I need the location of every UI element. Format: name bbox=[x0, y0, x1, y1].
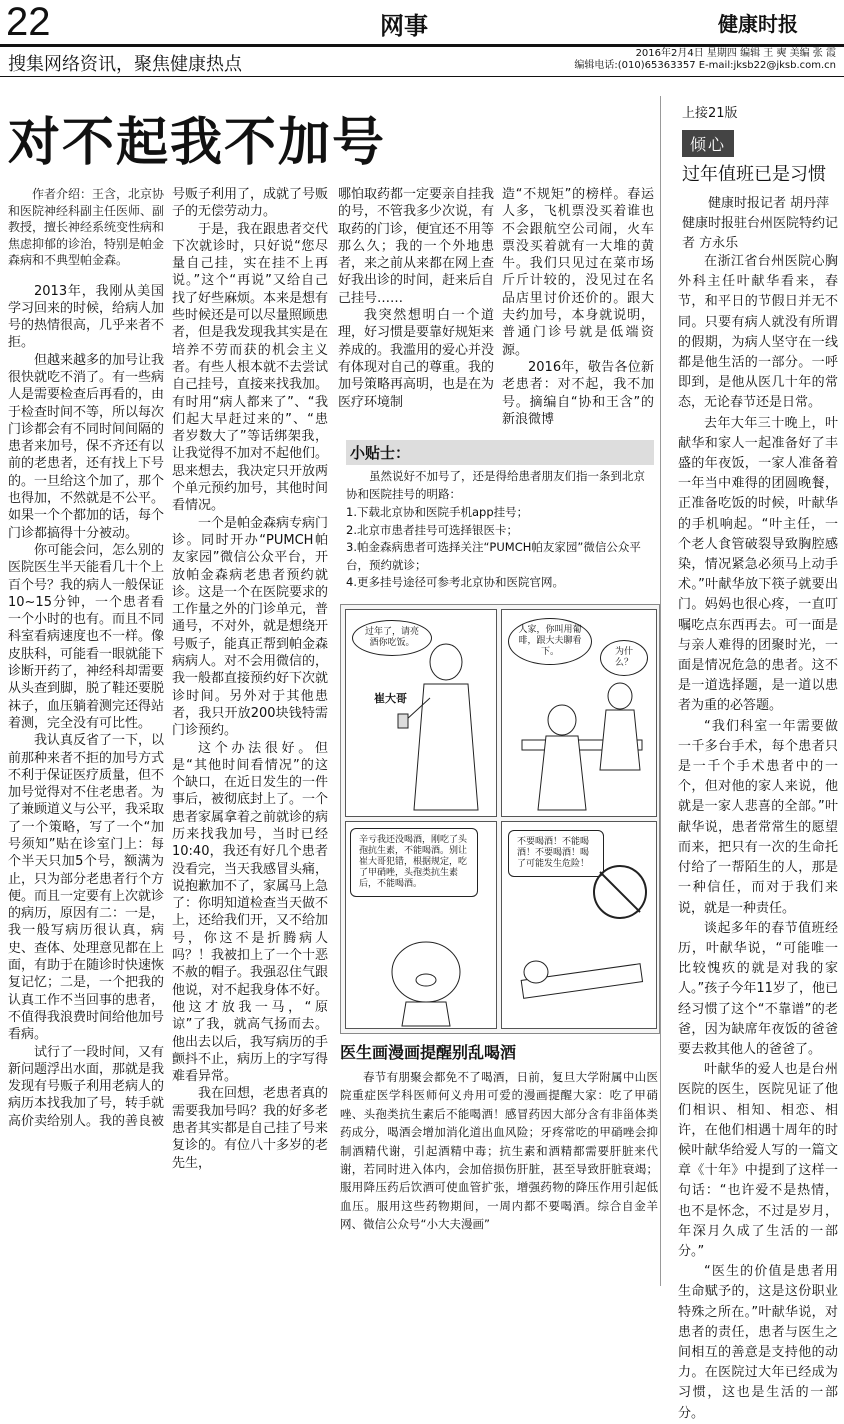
sidebar-article bbox=[678, 252, 838, 1421]
edition-meta bbox=[574, 48, 836, 72]
article-paragraph: 一个是帕金森病专病门诊。同时开办“PUMCH帕友家园”微信公众平台，开放帕金森病老患者预约就诊。这是一个在医院要求的工作量之外的门诊单元，普通号，不对外，就是想绕开号贩子，能真正帮到帕金森病病人。对不会用微信的，我一般都直接预约好下次就诊时间。另外对于其他患者，我只开放200块钱特需门诊预约。 bbox=[172, 515, 329, 739]
column-divider bbox=[660, 96, 661, 1286]
article-paragraph: 你可能会问，怎么别的医院医生半天能看几十个上百个号？我的病人一般保证10~15分钟，一个患者看一个小时的也有。而且不同科室看病速度也不一样。像皮肤科，可能看一眼就能下诊断开药了，神经科却需要从头查到脚，脱了鞋还要脱袜子，血压躺着测完还得站着测，完全没有可比性。 bbox=[8, 542, 165, 731]
author-intro: 作者介绍：王含，北京协和医院神经科副主任医师、副教授，擅长神经系统变性病和焦虑抑郁的诊治，特别是帕金森病和不典型帕金森。 bbox=[8, 187, 165, 267]
comic-strip bbox=[340, 604, 660, 1034]
article-paragraph: 但越来越多的加号让我很快就吃不消了。有一些病人是需要检查后再看的，由于检查时间不等，所以每次门诊都会有不同时间间隔的患者来加号，保不齐还有以前的老患者，还有找上下号的。一旦给这个加了，那个也得加，不然就是不公平。如果一个个都加的话，每个门诊都搞得十分被动。 bbox=[8, 352, 165, 541]
sidebar-paragraph: 在浙江省台州医院心胸外科主任叶献华看来，春节，和平日的节假日并无不同。只要有病人就没有所谓的假期，为病人坚守在一线都是他生活的一部分。一呼即到，是他从医几十年的常态，无论春节还是日常。 bbox=[678, 254, 838, 411]
section-tagline: 搜集网络资讯，聚焦健康热点 bbox=[8, 54, 242, 75]
tips-intro: 虽然说好不加号了，还是得给患者朋友们指一条到北京协和医院挂号的明路： bbox=[346, 469, 645, 501]
tips-item: 3.帕金森病患者可选择关注“PUMCH帕友家园”微信公众平台，预约就诊； bbox=[346, 540, 641, 572]
article-paragraph: 于是，我在跟患者交代下次就诊时，只好说“您尽量自己挂，实在挂不上再说。”这个“再说”又给自己找了好些麻烦。本来是想有些时候还是可以尽量照顾患者，但是我发现我其实是在培养不劳而获的机会主义者。有些人根本就不去尝试自己挂号，直接来找我加。有时用“病人都来了”、“我们起大早赶过来的”、“患者岁数大了”等话绑架我，让我觉得不加对不起他们。思来想去，我决定只开放两个单元预约加号，其他时间看情况。 bbox=[172, 221, 329, 514]
character-label: 崔大哥 bbox=[374, 692, 407, 705]
tips-item: 2.北京市患者挂号可选择银医卡； bbox=[346, 522, 518, 537]
date-editor-line: 2016年2月4日 星期四 编辑 王 奭 美编 张 霞 bbox=[635, 48, 836, 59]
sidebar-paragraph: 去年大年三十晚上，叶献华和家人一起准备好了丰盛的年夜饭，一家人准备着一年当中难得的团圆晚餐，正准备吃饭的时候，叶献华的手机响起。“叶主任，一个老人食管破裂导致胸腔感染，情况紧急必须马上动手术。”叶献华放下筷子就要出门。妈妈也很心疼，一直叮嘱吃点东西再去。可一面是与亲人难得的团聚时光，一面是情况危急的患者。这不是一道选择题，是一道以患者为重的必答题。 bbox=[678, 415, 838, 714]
sidebar-paragraph: “我们科室一年需要做一千多台手术，每个患者只是一千个手术患者中的一个，但对他的家人来说，他就是一家人悲喜的全部。”叶献华说，患者常常生的愿望而来，把只有一次的生命托付给了一帮陌生的人，那是一种信任，而对于我们来说，就是一种责任。 bbox=[678, 718, 838, 916]
speech-bubble: 人家，你叫用葡啡，跟大夫聊看下。 bbox=[508, 618, 592, 665]
header-divider bbox=[0, 76, 844, 77]
contact-line: 编辑电话:(010)65363357 E-mail:jksb22@jksb.com.cn bbox=[574, 60, 836, 71]
sidebar-paragraph: “医生的价值是患者用生命赋予的，这是这份职业特殊之所在。”叶献华说，对患者的责任，患者与医生之间相互的善意是支持他的动力。在医院过大年已经成为习惯，这也是生活的一部分。 bbox=[678, 1264, 838, 1421]
article-paragraph: 哪怕取药都一定要亲自挂我的号，不管我多少次说，有取药的门诊，便宜还不用等那么久；我的一个外地患者，来之前从来都在网上查好我出诊的时间，赶来后自己挂号…… bbox=[338, 187, 495, 306]
man-drinking-illustration bbox=[346, 610, 496, 816]
article-paragraph: 2013年，我刚从美国学习回来的时候，给病人加号的热情很高，几乎来者不拒。 bbox=[8, 283, 165, 351]
article-paragraph: 这个办法很好。但是“其他时间看情况”的这个缺口，在近日发生的一件事后，被彻底封上了。一个患者家属拿着之前就诊的病历来找我加号，当时已经10:40，我还有好几个患者没看完，当天我感冒头痛，说抱歉加不了，家属马上急了：你明知道检查当天做不上，还给我们开，又不给加号，你这不是折腾病人吗？！我被扣上了一个十恶不赦的帽子。我强忍住气跟他说，对不起我身体不好。他这才放我一马，“原谅”了我，就高气扬而去。他出去以后，我写病历的手颤抖不止，病历上的字写得难看异常。 bbox=[172, 740, 329, 1085]
comic-article-body: 春节有朋聚会都免不了喝酒，日前，复旦大学附属中山医院重症医学科医师何义舟用可爱的漫画提醒大家：吃了甲硝唑、头孢类抗生素后不能喝酒！感冒药因大部分含有非甾体类药成分，喝酒会增加消化道出血风险；牙疼常吃的甲硝唑会抑制酒精代谢，引起酒精中毒；抗生素和酒精都需要肝脏来代谢，若同时进入体内，会加倍损伤肝脏，甚至导致肝脏衰竭；服用降压药后饮酒可使血管扩张，增强药物的降压作用引起低血压。服用这些药物期间，一周内都不要喝酒。综合自金羊网、微信公众号“小大夫漫画” bbox=[340, 1070, 658, 1232]
sidebar-headline: 过年值班已是习惯 bbox=[682, 164, 826, 185]
article-paragraph: 2016年，敬告各位新老患者：对不起，我不加号。摘编自“协和王含”的新浪微博 bbox=[502, 359, 654, 427]
article-headline: 对不起我不加号 bbox=[8, 112, 387, 173]
sidebar-paragraph: 谈起多年的春节值班经历，叶献华说，“可能唯一比较愧疚的就是对我的家人。”孩子今年11岁了，他已经习惯了这个“不靠谱”的老爸，因为缺席年夜饭的爸爸要去救其他人的爸爸了。 bbox=[678, 920, 838, 1057]
page-number: 22 bbox=[6, 0, 51, 44]
comic-panel-1 bbox=[345, 609, 497, 817]
continued-from: 上接21版 bbox=[682, 106, 738, 121]
article-paragraph: 我在回想，老患者真的需要我加号吗？我的好多老患者其实都是自己挂了号来复诊的。有位八十多岁的老先生， bbox=[172, 1086, 329, 1171]
article-paragraph: 号贩子利用了，成就了号贩子的无偿劳动力。 bbox=[172, 187, 329, 220]
masthead-divider bbox=[0, 44, 844, 47]
article-column-4 bbox=[502, 186, 654, 426]
tips-item: 4.更多挂号途径可参考北京协和医院官网。 bbox=[346, 575, 564, 589]
section-title: 网事 bbox=[380, 11, 428, 40]
newspaper-logo: 健康时报 bbox=[718, 12, 798, 36]
speech-bubble: 过年了，请亮酒你吃饭。 bbox=[352, 620, 432, 656]
no-drinking-illustration bbox=[502, 822, 656, 1028]
tips-title: 小贴士： bbox=[346, 440, 654, 465]
tips-item: 1.下载北京协和医院手机app挂号； bbox=[346, 505, 529, 519]
article-paragraph: 试行了一段时间，又有新问题浮出水面，那就是我发现有号贩子利用老病人的病历本找我加了号，转手就高价卖给别人。我的善良被 bbox=[8, 1044, 165, 1129]
article-paragraph: 我认真反省了一下，以前那种来者不拒的加号方式不利于保证医疗质量，但不加号觉得对不住老患者。为了兼顾道义与公平，我采取了一个策略，写了一个“加号须知”贴在诊室门上：每个半天只加5个号，额满为止，只为部分老患者行个方便。而且一定要有上次就诊的病历，原因有二：一是，我一般写病历很认真，病史、查体、处理意见都在上面，有助于在随诊时快速恢复记忆；二是，一个把我的认真工作不当回事的患者，不值得我浪费时间给他加号看病。 bbox=[8, 733, 165, 1043]
comic-panel-2 bbox=[501, 609, 657, 817]
comic-panel-4 bbox=[501, 821, 657, 1029]
sidebar-paragraph: 叶献华的爱人也是台州医院的医生，医院见证了他们相识、相知、相恋、相许，在他们相遇十周年的时候叶献华给爱人写的一篇文章《十年》中提到了这样一句话：“也许爱不是热情，也不是怀念，不过是岁月，年深月久成了生活的一部分。” bbox=[678, 1062, 838, 1259]
speech-bubble: 不要喝酒！不能喝酒！不要喝酒！喝了可能发生危险！ bbox=[508, 830, 604, 877]
speech-bubble: 辛亏我还没喝酒，刚吃了头孢抗生素，不能喝酒。别让崔大哥犯错，根据规定，吃了甲硝唑，头孢类抗生素后，不能喝酒。 bbox=[350, 828, 478, 897]
article-column-3 bbox=[338, 186, 494, 426]
tips-list bbox=[346, 504, 646, 592]
article-column-1 bbox=[8, 186, 164, 1286]
speech-bubble: 为什么？ bbox=[600, 640, 648, 676]
column-badge: 倾心 bbox=[682, 130, 734, 157]
article-column-2 bbox=[172, 186, 328, 1286]
article-paragraph: 造“不规矩”的榜样。春运人多，飞机票没买着谁也不会跟航空公司闹，火车票没买着就有一大堆的黄牛。我们只见过在菜市场斤斤计较的，没见过在名品店里讨价还价的。跟大夫约加号，本身就说明，普通门诊号就是低端资源。 bbox=[502, 187, 654, 358]
pig-character-illustration bbox=[346, 822, 496, 1028]
comic-article-title: 医生画漫画提醒别乱喝酒 bbox=[340, 1043, 517, 1062]
sidebar-byline: 健康时报记者 胡丹萍 健康时报驻台州医院特约记者 方永乐 bbox=[682, 196, 839, 251]
comic-panel-3 bbox=[345, 821, 497, 1029]
article-paragraph: 我突然想明白一个道理，好习惯是要靠好规矩来养成的。我滥用的爱心并没有体现对自己的尊重。我的加号策略再高明，也是在为医疗环境制 bbox=[338, 308, 495, 410]
doctor-patient-illustration bbox=[502, 610, 656, 816]
